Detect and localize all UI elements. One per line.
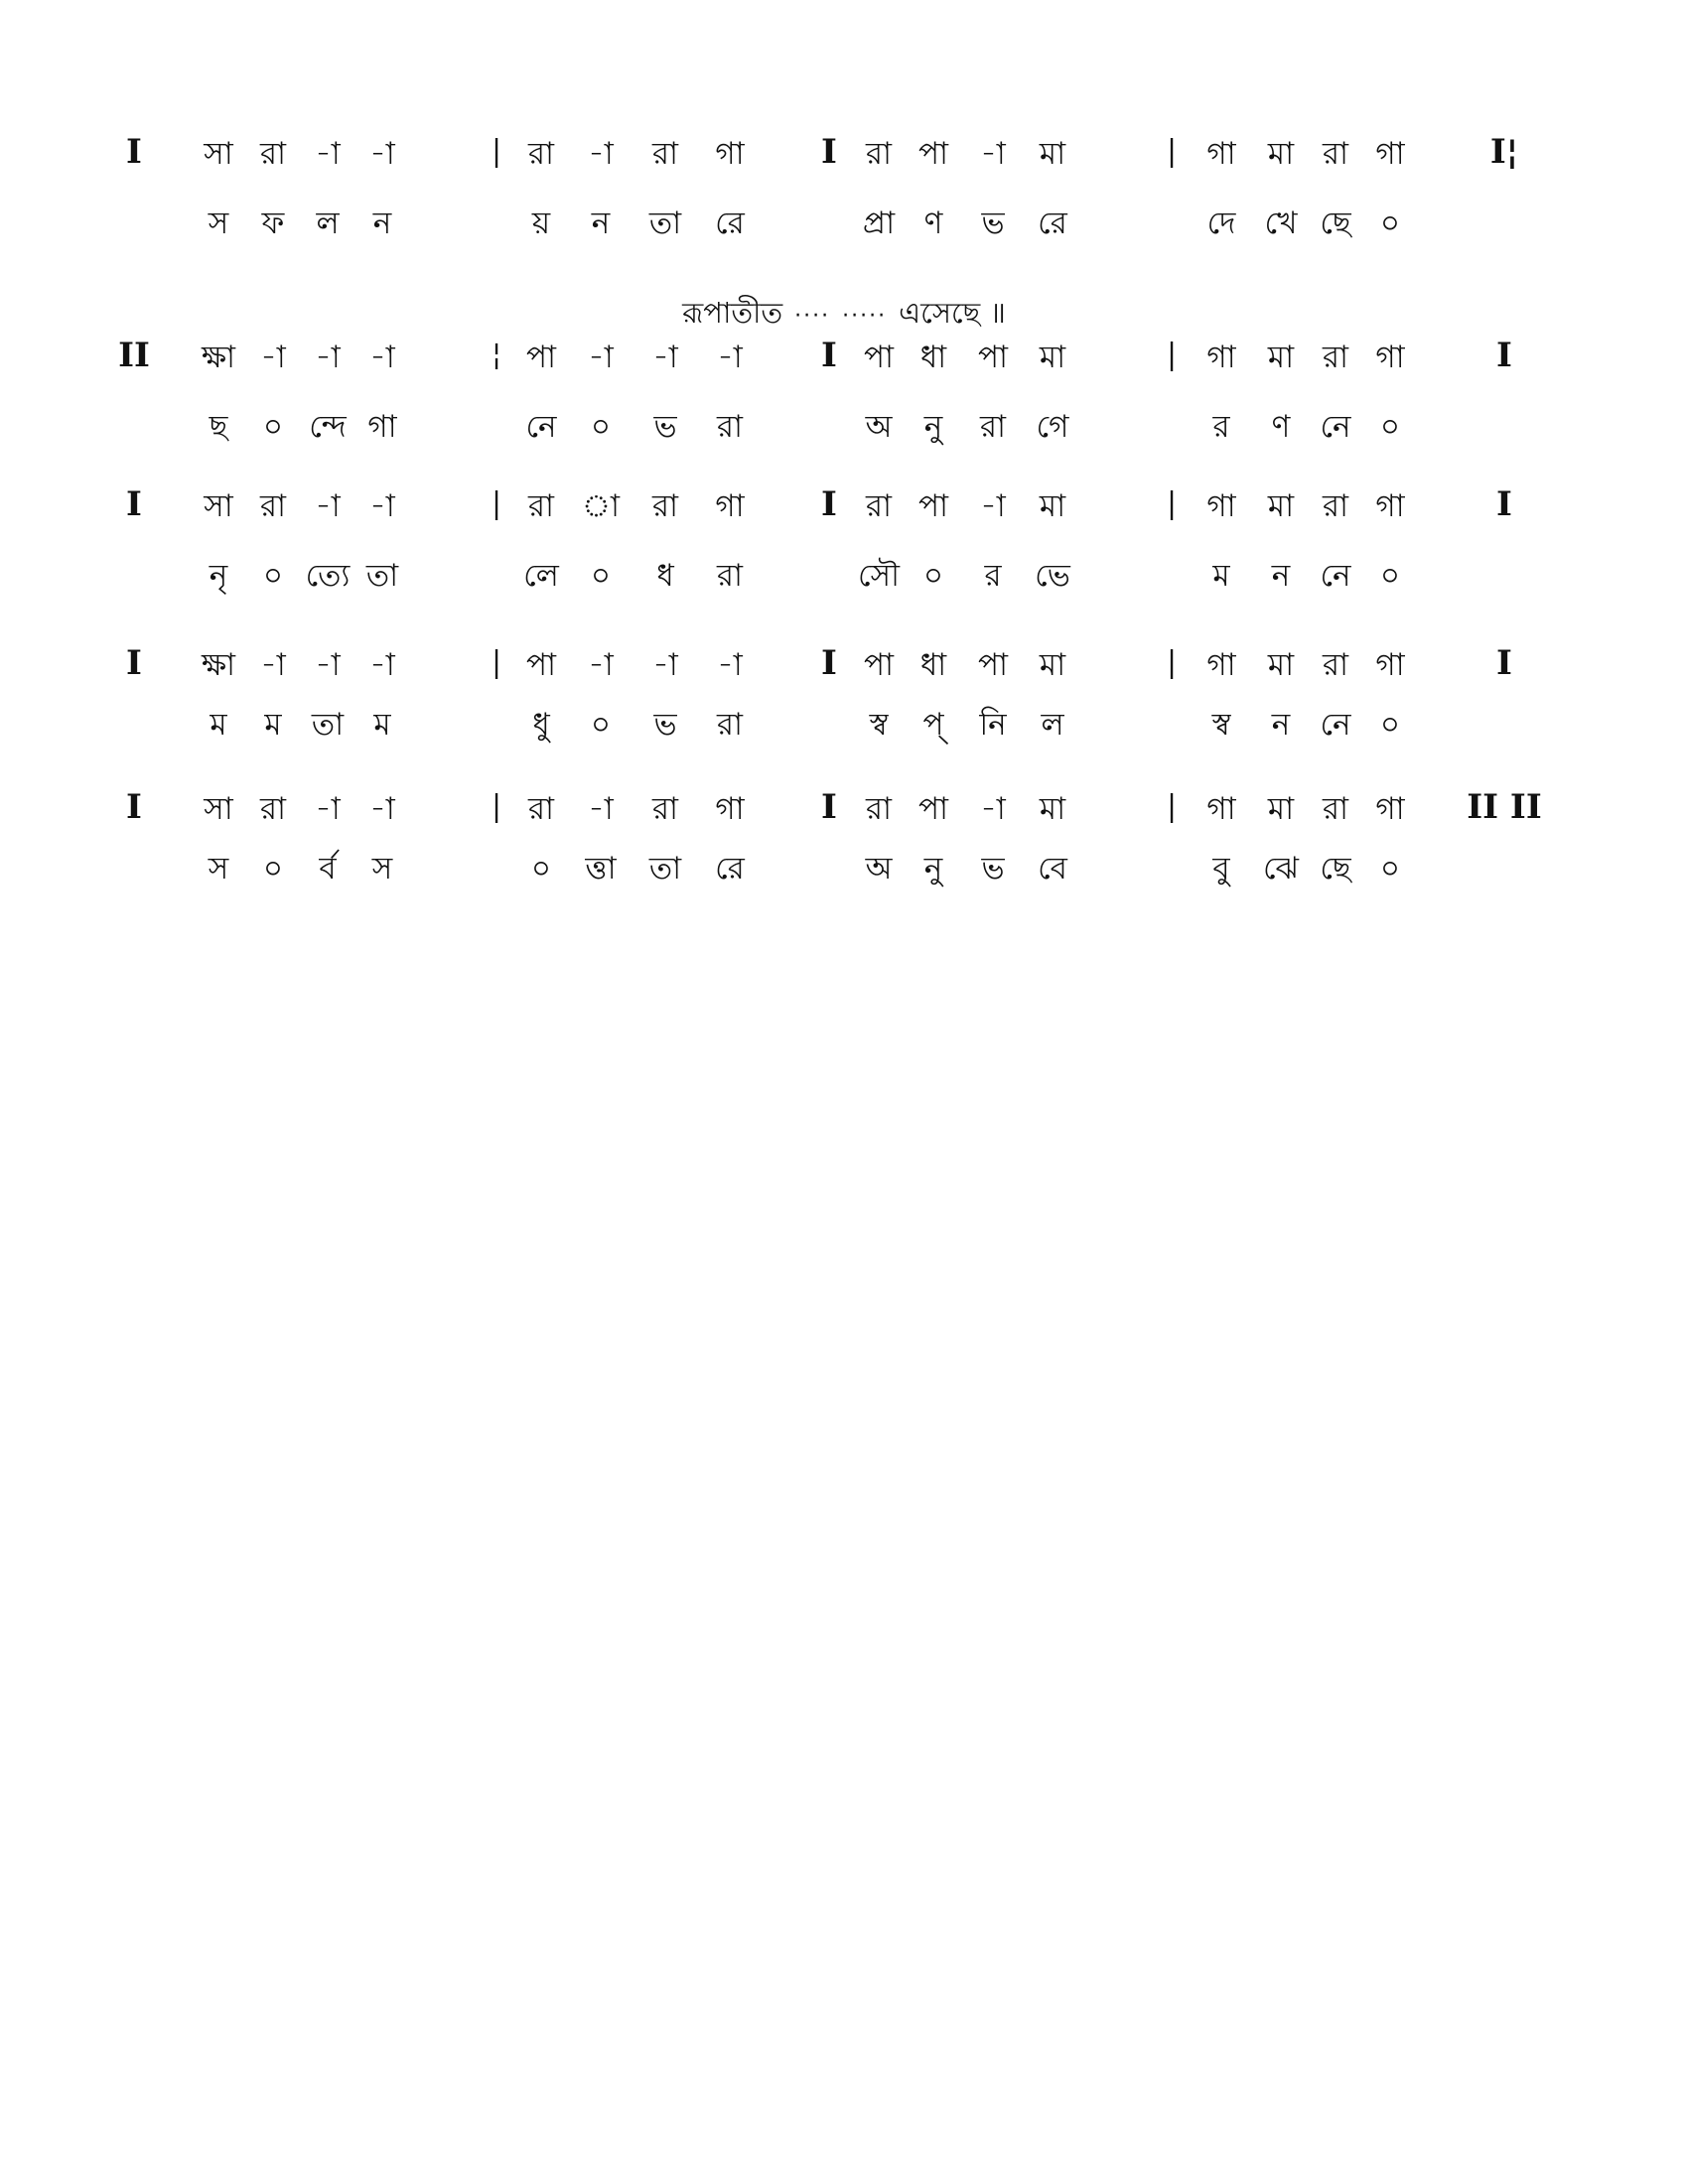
swara-note: গা bbox=[715, 136, 745, 172]
lyric-syllable: ঝে bbox=[1262, 851, 1300, 887]
lyric-syllable: তা bbox=[311, 707, 345, 743]
swara-note: রা bbox=[259, 791, 287, 827]
swara-note: ধা bbox=[919, 647, 947, 683]
lyric-row bbox=[0, 841, 1688, 896]
swara-note: মা bbox=[1039, 488, 1066, 524]
lyric-syllable: স্ব bbox=[1211, 707, 1231, 743]
swara-note: -া bbox=[315, 340, 341, 375]
bar-line: I bbox=[126, 484, 142, 524]
notation-row bbox=[0, 478, 1688, 534]
swara-note: গা bbox=[1206, 791, 1236, 827]
lyric-syllable: ভ bbox=[653, 409, 677, 445]
lyric-syllable: ভ bbox=[981, 205, 1005, 241]
lyric-syllable: ভ bbox=[981, 851, 1005, 887]
lyric-syllable: তা bbox=[648, 851, 682, 887]
lyric-row bbox=[0, 548, 1688, 604]
bar-line: I bbox=[126, 643, 142, 683]
lyric-syllable: নে bbox=[1320, 558, 1351, 594]
swara-note: মা bbox=[1039, 136, 1066, 172]
lyric-syllable: তা bbox=[648, 205, 682, 241]
bar-line: I bbox=[126, 132, 142, 172]
swara-note: -া bbox=[980, 791, 1006, 827]
lyric-syllable: ণ bbox=[1271, 409, 1291, 445]
swara-note: রা bbox=[527, 136, 555, 172]
lyric-syllable: ম bbox=[373, 707, 391, 743]
lyric-syllable: ০ bbox=[262, 558, 284, 594]
lyric-syllable: রে bbox=[1038, 205, 1067, 241]
swara-note: গা bbox=[1375, 136, 1405, 172]
lyric-syllable: ন bbox=[372, 205, 392, 241]
lyric-syllable: ০ bbox=[1379, 409, 1401, 445]
swara-note: রা bbox=[651, 136, 679, 172]
lyric-syllable: ত্তা bbox=[585, 851, 617, 887]
lyric-syllable: ভ bbox=[653, 707, 677, 743]
swara-note: সা bbox=[204, 488, 233, 524]
lyric-syllable: ০ bbox=[1379, 558, 1401, 594]
lyric-syllable: স bbox=[371, 851, 393, 887]
swara-note: -া bbox=[260, 340, 286, 375]
swara-note: রা bbox=[865, 136, 893, 172]
swara-note: া bbox=[581, 488, 621, 524]
lyric-syllable: ধু bbox=[532, 707, 550, 743]
swara-note: পা bbox=[525, 647, 557, 683]
lyric-syllable: প্রা bbox=[862, 205, 896, 241]
lyric-syllable: অ bbox=[865, 851, 893, 887]
lyric-syllable: ম bbox=[210, 707, 227, 743]
lyric-syllable: নৃ bbox=[209, 558, 228, 594]
bar-line: | bbox=[1166, 338, 1178, 372]
swara-note: ক্ষা bbox=[201, 647, 236, 683]
lyric-syllable: প্ bbox=[922, 707, 944, 743]
interlude-text: রূপাতীত bbox=[682, 296, 783, 330]
bar-line: I bbox=[126, 787, 142, 827]
swara-note: -া bbox=[260, 647, 286, 683]
notation-row bbox=[0, 781, 1688, 837]
lyric-syllable: ০ bbox=[1379, 205, 1401, 241]
swara-note: -া bbox=[369, 791, 395, 827]
lyric-syllable: নু bbox=[923, 851, 943, 887]
notation-row bbox=[0, 330, 1688, 385]
lyric-syllable: ০ bbox=[530, 851, 552, 887]
interlude-text: ····· bbox=[842, 304, 888, 329]
lyric-syllable: ০ bbox=[1379, 707, 1401, 743]
swara-note: পা bbox=[977, 647, 1009, 683]
swara-note: রা bbox=[259, 488, 287, 524]
bar-line: | bbox=[491, 645, 502, 680]
bar-line: | bbox=[1166, 645, 1178, 680]
swara-note: -া bbox=[369, 340, 395, 375]
swara-note: -া bbox=[652, 340, 678, 375]
lyric-syllable: রা bbox=[716, 707, 744, 743]
lyric-syllable: ফ bbox=[261, 205, 285, 241]
lyric-row bbox=[0, 196, 1688, 251]
bar-line: | bbox=[491, 789, 502, 824]
swara-note: পা bbox=[863, 340, 895, 375]
swara-note: পা bbox=[917, 791, 949, 827]
swara-note: রা bbox=[865, 488, 893, 524]
lyric-syllable: রা bbox=[716, 409, 744, 445]
swara-note: -া bbox=[980, 488, 1006, 524]
lyric-syllable: ০ bbox=[262, 409, 284, 445]
lyric-syllable: স্ব bbox=[869, 707, 889, 743]
lyric-syllable: স bbox=[208, 205, 229, 241]
lyric-syllable: ন bbox=[591, 205, 611, 241]
lyric-syllable: বে bbox=[1038, 851, 1067, 887]
lyric-syllable: স bbox=[208, 851, 229, 887]
swara-note: গা bbox=[715, 791, 745, 827]
lyric-syllable: বু bbox=[1212, 851, 1230, 887]
swara-note: পা bbox=[863, 647, 895, 683]
lyric-syllable: ০ bbox=[1379, 851, 1401, 887]
swara-note: মা bbox=[1267, 647, 1295, 683]
swara-note: মা bbox=[1039, 791, 1066, 827]
interlude-text: ···· bbox=[794, 304, 831, 329]
lyric-row bbox=[0, 399, 1688, 455]
lyric-syllable: য় bbox=[531, 205, 551, 241]
notation-row bbox=[0, 637, 1688, 693]
bar-line: | bbox=[1166, 789, 1178, 824]
bar-line: I bbox=[821, 643, 837, 683]
swara-note: ধা bbox=[919, 340, 947, 375]
lyric-syllable: গে bbox=[1036, 409, 1069, 445]
swara-note: মা bbox=[1039, 340, 1066, 375]
bar-line: | bbox=[491, 486, 502, 521]
swara-note: মা bbox=[1267, 488, 1295, 524]
bar-line: | bbox=[1166, 486, 1178, 521]
swara-note: পা bbox=[977, 340, 1009, 375]
bar-line: | bbox=[1166, 134, 1178, 169]
bar-line: ¦ bbox=[491, 338, 502, 372]
swara-note: -া bbox=[369, 136, 395, 172]
swara-note: -া bbox=[315, 791, 341, 827]
lyric-syllable: নি bbox=[979, 707, 1007, 743]
swara-note: রা bbox=[259, 136, 287, 172]
swara-note: -া bbox=[315, 488, 341, 524]
lyric-syllable: ছে bbox=[1320, 205, 1351, 241]
swara-note: রা bbox=[1322, 136, 1349, 172]
bar-line: | bbox=[491, 134, 502, 169]
swara-note: গা bbox=[1206, 136, 1236, 172]
lyric-syllable: ন bbox=[1271, 558, 1291, 594]
swara-note: রা bbox=[1322, 340, 1349, 375]
notation-row bbox=[0, 126, 1688, 182]
swara-note: সা bbox=[204, 791, 233, 827]
lyric-syllable: ধ bbox=[656, 558, 674, 594]
swara-note: গা bbox=[715, 488, 745, 524]
swara-note: -া bbox=[369, 488, 395, 524]
swara-note: -া bbox=[369, 647, 395, 683]
lyric-syllable: ল bbox=[316, 205, 340, 241]
bar-line: I bbox=[1496, 484, 1512, 524]
lyric-syllable: ম bbox=[1212, 558, 1230, 594]
lyric-syllable: ছে bbox=[1320, 851, 1351, 887]
swara-note: রা bbox=[527, 488, 555, 524]
swara-note: রা bbox=[527, 791, 555, 827]
swara-note: -া bbox=[652, 647, 678, 683]
lyric-syllable: গা bbox=[367, 409, 397, 445]
swara-note: রা bbox=[1322, 791, 1349, 827]
swara-note: -া bbox=[588, 136, 614, 172]
bar-line: I bbox=[1496, 336, 1512, 375]
bar-line: I bbox=[1496, 643, 1512, 683]
swara-note: মা bbox=[1267, 340, 1295, 375]
lyric-syllable: নে bbox=[525, 409, 557, 445]
swara-note: গা bbox=[1206, 647, 1236, 683]
swara-note: পা bbox=[917, 136, 949, 172]
swara-note: -া bbox=[717, 340, 743, 375]
lyric-syllable: ন bbox=[1271, 707, 1291, 743]
swara-note: রা bbox=[651, 488, 679, 524]
swara-note: গা bbox=[1375, 488, 1405, 524]
lyric-syllable: ০ bbox=[590, 558, 612, 594]
lyric-syllable: রা bbox=[716, 558, 744, 594]
swara-note: মা bbox=[1267, 791, 1295, 827]
swara-note: -া bbox=[315, 647, 341, 683]
lyric-syllable: ০ bbox=[590, 409, 612, 445]
lyric-syllable: র bbox=[1212, 409, 1230, 445]
swara-note: পা bbox=[917, 488, 949, 524]
swara-note: -া bbox=[980, 136, 1006, 172]
lyric-syllable: ন্দে bbox=[309, 409, 347, 445]
lyric-syllable: নে bbox=[1320, 409, 1351, 445]
lyric-syllable: রে bbox=[715, 851, 745, 887]
swara-note: ক্ষা bbox=[201, 340, 236, 375]
swara-note: সা bbox=[204, 136, 233, 172]
bar-line: I bbox=[821, 132, 837, 172]
bar-line: II II bbox=[1467, 787, 1542, 827]
swara-note: গা bbox=[1206, 340, 1236, 375]
swara-note: -া bbox=[717, 647, 743, 683]
swara-note: গা bbox=[1375, 791, 1405, 827]
swara-note: রা bbox=[651, 791, 679, 827]
swara-note: গা bbox=[1375, 647, 1405, 683]
lyric-syllable: ম bbox=[264, 707, 282, 743]
swara-note: -া bbox=[315, 136, 341, 172]
lyric-row bbox=[0, 697, 1688, 752]
lyric-syllable: তা bbox=[365, 558, 399, 594]
lyric-syllable: নে bbox=[1320, 707, 1351, 743]
lyric-syllable: ০ bbox=[262, 851, 284, 887]
lyric-syllable: নু bbox=[923, 409, 943, 445]
lyric-syllable: অ bbox=[865, 409, 893, 445]
swara-note: -া bbox=[588, 791, 614, 827]
swara-note: রা bbox=[1322, 647, 1349, 683]
lyric-syllable: ০ bbox=[922, 558, 944, 594]
swara-note: গা bbox=[1206, 488, 1236, 524]
lyric-syllable: দে bbox=[1206, 205, 1236, 241]
lyric-syllable: ত্যে bbox=[305, 558, 351, 594]
swara-note: মা bbox=[1267, 136, 1295, 172]
bar-line: I¦ bbox=[1489, 132, 1519, 172]
swara-note: মা bbox=[1039, 647, 1066, 683]
lyric-syllable: খে bbox=[1264, 205, 1298, 241]
lyric-syllable: ল bbox=[1041, 707, 1064, 743]
lyric-syllable: র্ব bbox=[319, 851, 337, 887]
lyric-syllable: র bbox=[984, 558, 1002, 594]
swara-note: -া bbox=[588, 647, 614, 683]
bar-line: I bbox=[821, 787, 837, 827]
lyric-syllable: ছ bbox=[209, 409, 228, 445]
lyric-syllable: রা bbox=[979, 409, 1007, 445]
lyric-syllable: ভে bbox=[1035, 558, 1070, 594]
swara-note: গা bbox=[1375, 340, 1405, 375]
swara-note: রা bbox=[865, 791, 893, 827]
bar-line: I bbox=[821, 336, 837, 375]
swara-note: পা bbox=[525, 340, 557, 375]
lyric-syllable: সৌ bbox=[858, 558, 900, 594]
interlude-text: এসেছে ॥ bbox=[899, 296, 1006, 330]
bar-line: I bbox=[821, 484, 837, 524]
swara-note: -া bbox=[588, 340, 614, 375]
swara-note: রা bbox=[1322, 488, 1349, 524]
lyric-syllable: রে bbox=[715, 205, 745, 241]
bar-line: II bbox=[118, 336, 150, 375]
lyric-syllable: ণ bbox=[923, 205, 943, 241]
lyric-syllable: লে bbox=[523, 558, 559, 594]
lyric-syllable: ০ bbox=[590, 707, 612, 743]
